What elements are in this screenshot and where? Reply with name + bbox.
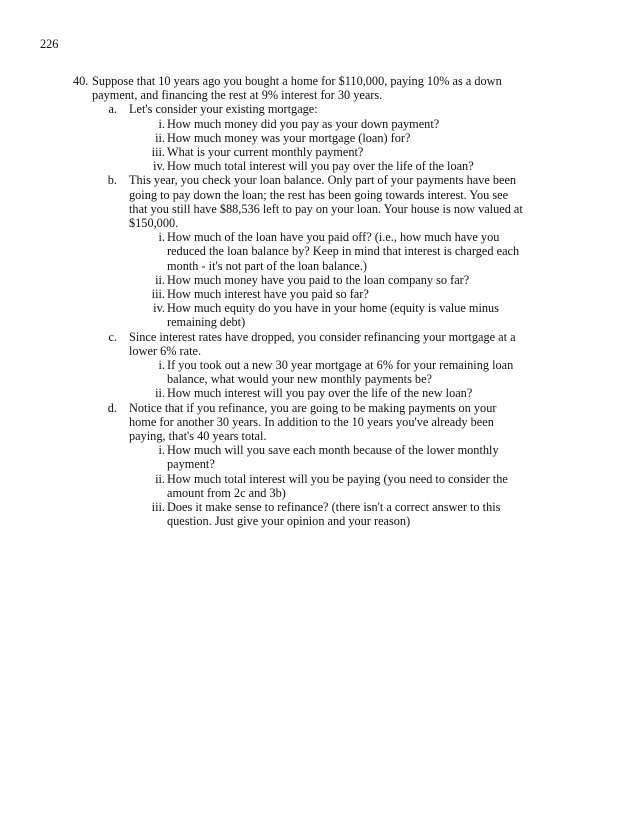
part-label: d. xyxy=(107,400,117,415)
item-label: iii. xyxy=(151,500,165,515)
part-c-item-i xyxy=(73,358,543,386)
part-text: Since interest rates have dropped, you consider refinancing your mortgage at a lower 6% rate. xyxy=(129,329,516,358)
part-d xyxy=(73,401,543,444)
item-label: ii. xyxy=(155,130,165,145)
problem-number: 40. xyxy=(73,74,89,88)
item-text: How much interest will you pay over the life of the new loan? xyxy=(167,386,473,401)
item-text: How much total interest will you be paying (you need to consider the amount from 2c and 3b) xyxy=(167,471,508,500)
part-a-item-i xyxy=(73,117,543,131)
item-label: i. xyxy=(158,116,165,131)
item-label: iii. xyxy=(151,287,165,302)
page-number: 226 xyxy=(40,37,59,51)
item-text: How much equity do you have in your home (equity is value minus remaining debt) xyxy=(167,301,499,330)
item-label: i. xyxy=(158,443,165,458)
item-label: i. xyxy=(158,230,165,245)
item-label: iv. xyxy=(153,301,165,316)
item-label: iv. xyxy=(153,159,165,174)
part-b-item-iv xyxy=(73,301,543,329)
problem-40 xyxy=(73,74,543,529)
part-d-item-iii xyxy=(73,500,543,528)
item-text: How much total interest will you pay over the life of the loan? xyxy=(167,159,474,174)
part-text: This year, you check your loan balance. Only part of your payments have been going to pay down the loan; the rest has been going towards interest. You see that you still have $88,536 left to pay on your loan. Your house is now valued at $150,000. xyxy=(129,173,523,231)
item-text: Does it make sense to refinance? (there isn't a correct answer to this question. Just give your opinion and your reason) xyxy=(167,500,501,529)
part-a xyxy=(73,102,543,116)
item-text: How much interest have you paid so far? xyxy=(167,287,369,302)
problem-stem xyxy=(73,74,543,102)
part-label: b. xyxy=(107,173,117,188)
part-text: Notice that if you refinance, you are going to be making payments on your home for another 30 years. In addition to the 10 years you've already been paying, that's 40 years total. xyxy=(129,400,497,444)
item-label: i. xyxy=(158,358,165,373)
item-text: What is your current monthly payment? xyxy=(167,145,364,160)
part-label: c. xyxy=(108,329,117,344)
item-text: If you took out a new 30 year mortgage at 6% for your remaining loan balance, what would your new monthly payments be? xyxy=(167,358,514,387)
item-label: iii. xyxy=(151,145,165,160)
part-c xyxy=(73,330,543,358)
part-b-item-ii xyxy=(73,273,543,287)
item-label: ii. xyxy=(155,471,165,486)
part-b xyxy=(73,173,543,230)
part-c-item-ii xyxy=(73,386,543,400)
item-text: How much money was your mortgage (loan) for? xyxy=(167,130,411,145)
item-text: How much money did you pay as your down payment? xyxy=(167,116,440,131)
part-b-item-iii xyxy=(73,287,543,301)
item-text: How much of the loan have you paid off? (i.e., how much have you reduced the loan balance by? Keep in mind that interest is charged each month - it's not part of the loan balance.) xyxy=(167,230,520,273)
item-label: ii. xyxy=(155,386,165,401)
part-text: Let's consider your existing mortgage: xyxy=(129,102,318,117)
part-a-item-iv xyxy=(73,159,543,173)
part-label: a. xyxy=(108,102,117,117)
part-d-item-i xyxy=(73,443,543,471)
part-b-item-i xyxy=(73,230,543,273)
part-d-item-ii xyxy=(73,472,543,500)
item-label: ii. xyxy=(155,272,165,287)
item-text: How much will you save each month because of the lower monthly payment? xyxy=(167,443,499,472)
part-a-item-iii xyxy=(73,145,543,159)
problem-stem-text: Suppose that 10 years ago you bought a home for $110,000, paying 10% as a down payment, and financing the rest at 9% interest for 30 years. xyxy=(92,74,502,103)
item-text: How much money have you paid to the loan company so far? xyxy=(167,272,470,287)
part-a-item-ii xyxy=(73,131,543,145)
